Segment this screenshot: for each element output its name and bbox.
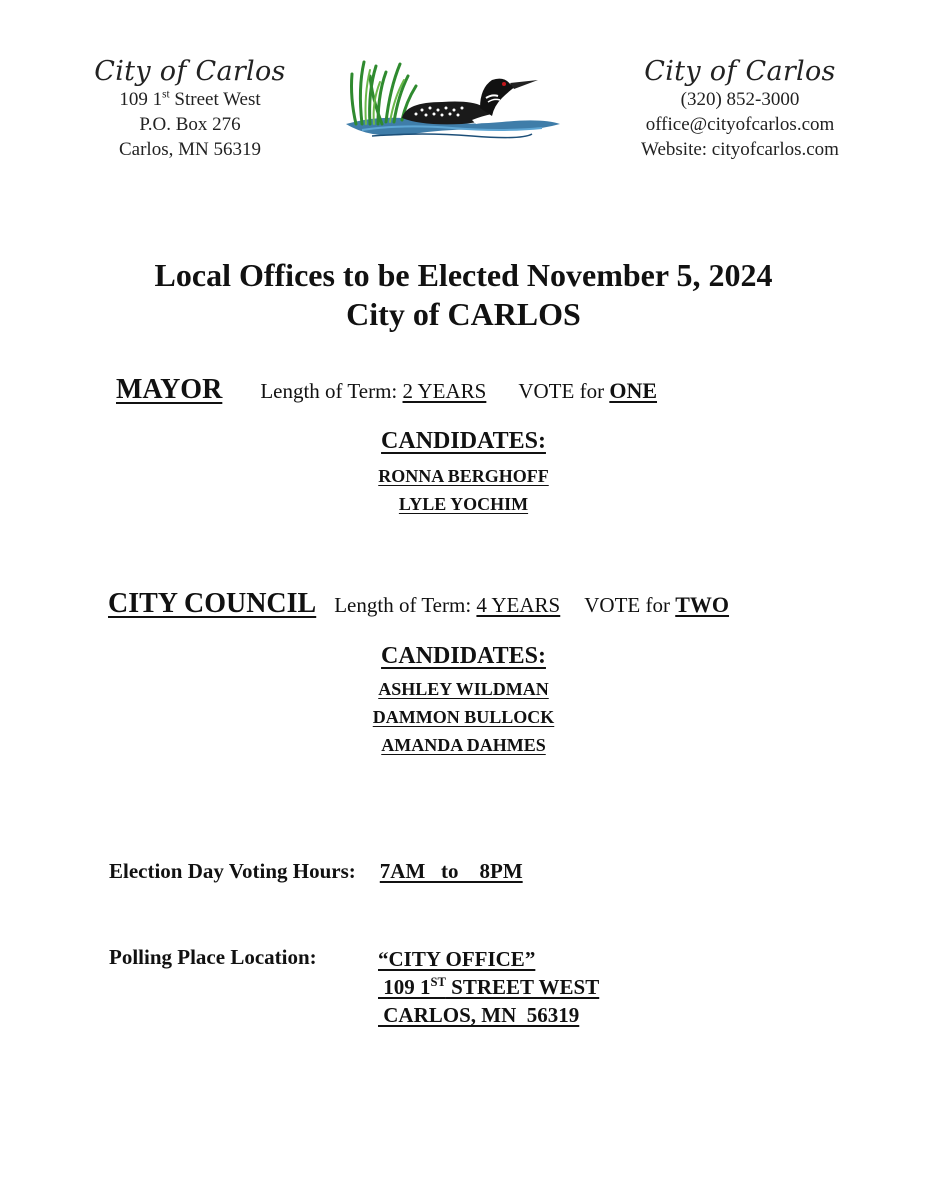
phone-number: (320) 852-3000 [680,89,800,110]
website: Website: cityofcarlos.com [641,139,839,160]
voting-hours-value: 7AM to 8PM [379,859,523,883]
vote-label: VOTE for [584,593,676,617]
office-name: CITY COUNCIL [108,588,317,619]
candidate-name: LYLE YOCHIM [398,494,529,514]
polling-place-label: Polling Place Location: [109,945,317,969]
candidate-name: DAMMON BULLOCK [372,707,555,727]
street-number: 109 1 [119,89,163,110]
page-subtitle: City of CARLOS [346,296,581,332]
polling-address [378,945,599,1029]
voting-hours [109,859,523,884]
office-row-mayor [116,374,657,406]
email-address: office@cityofcarlos.com [645,114,835,135]
street-address [80,87,300,112]
loon-icon [342,58,564,150]
header-right-block [620,56,860,162]
page-title: Local Offices to be Elected November 5, 2024 [154,257,773,293]
office-row-city-council [108,588,729,620]
city-name-right: City of Carlos [644,56,836,87]
po-box: P.O. Box 276 [139,114,241,135]
term-value: 2 YEARS [402,379,487,403]
voting-hours-label: Election Day Voting Hours: [109,859,356,883]
candidate-name: RONNA BERGHOFF [378,466,549,486]
office-name: MAYOR [116,374,223,405]
city-name-left: City of Carlos [94,56,286,87]
street-ordinal: st [162,88,170,101]
vote-value: TWO [675,592,730,617]
term-label: Length of Term: [334,593,477,617]
term-value: 4 YEARS [476,593,561,617]
vote-value: ONE [609,378,658,403]
polling-city-state-zip: CARLOS, MN 56319 [378,1003,580,1027]
polling-street-number: 109 1 [378,975,431,999]
city-state-zip: Carlos, MN 56319 [119,139,261,160]
street-name: Street West [169,89,261,110]
candidates-heading: CANDIDATES: [381,428,546,454]
candidates-heading: CANDIDATES: [381,643,546,669]
header-left-block [80,56,300,162]
polling-location-name: “CITY OFFICE” [378,947,536,971]
polling-place [109,945,317,970]
polling-street-ordinal: ST [430,975,446,989]
candidate-name: AMANDA DAHMES [381,735,546,755]
polling-street [378,973,599,1001]
polling-street-name: STREET WEST [445,975,600,999]
candidate-name: ASHLEY WILDMAN [378,679,549,699]
term-label: Length of Term: [260,379,403,403]
vote-label: VOTE for [518,379,610,403]
